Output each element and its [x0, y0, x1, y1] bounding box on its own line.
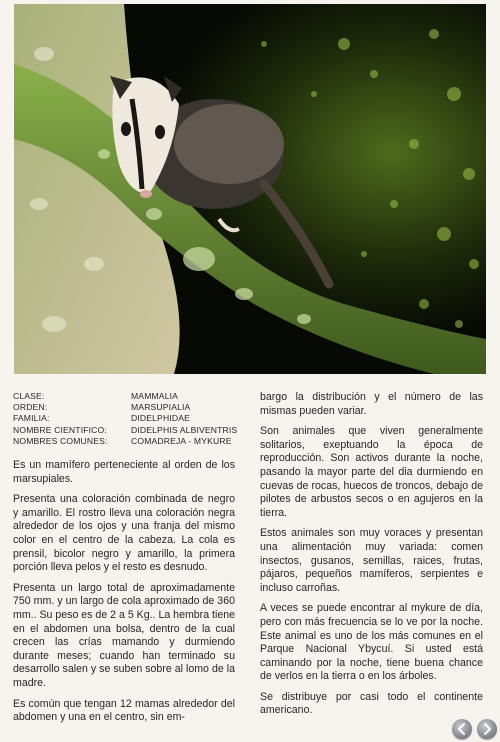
paragraph: Es común que tengan 12 mamas alrededor del abdomen y una en el centro, sin em- — [13, 697, 235, 724]
taxonomy-row-orden — [13, 402, 245, 413]
next-page-button[interactable] — [477, 719, 497, 739]
taxonomy-value: MAMMALIA — [131, 391, 179, 401]
paragraph: A veces se puede encontrar al mykure de día, pero con más frecuencia se lo ve por la noche. Este animal es uno de los más comunes en el Parque Nacional Ybycuí. Si usted está caminando por la noche, tiene buena chance de verlos en la tierra o en los árboles. — [260, 602, 483, 683]
paragraph: bargo la distribución y el número de las mismas pueden variar. — [260, 391, 483, 417]
taxonomy-label: NOMBRE CIENTIFICO: — [13, 424, 107, 435]
taxonomy-value: DIDELPHIDAE — [131, 413, 190, 424]
taxonomy-value: MARSUPIALIA — [131, 402, 191, 413]
taxonomy-row-nombre-cientifico — [13, 425, 245, 436]
arrow-left-icon — [452, 719, 472, 739]
taxonomy-label: FAMILIA: — [13, 413, 50, 424]
prev-page-button[interactable] — [452, 719, 472, 739]
left-text-column — [13, 459, 235, 732]
taxonomy-label: ORDEN: — [13, 402, 48, 413]
taxonomy-value: COMADREJA - MYKURE — [131, 435, 232, 446]
taxonomy-label: NOMBRES COMUNES: — [13, 435, 108, 446]
paragraph: Estos animales son muy voraces y presentan una alimentación muy variada: comen insectos, gusanos, semillas, raices, frutas, pájaros, pequeños mamíferos, serpientes e incluso carroñas. — [260, 527, 483, 594]
taxonomy-label: CLASE: — [13, 391, 45, 401]
paragraph: Presenta una coloración combinada de negro y amarillo. El rostro lleva una coloración negra alrededor de los ojos y una franja del mismo color en el centro de la cabeza. La cola es prensil, bicolor negro y amarillo, la primera porción lleva pelos y el resto es desnudo. — [13, 493, 235, 574]
paragraph: Son animales que viven generalmente solitarios, exeptuando la época de reproducción. Son activos durante la noche, pasando la mayor parte del dia durmiendo en cuevas de rocas, huecos de troncos, debajo de pilotes de arbustos secos o en agujeros en la tierra. — [260, 425, 483, 519]
arrow-right-icon — [477, 719, 497, 739]
opossum-photo — [14, 4, 486, 374]
taxonomy-row-clase — [13, 391, 245, 402]
paragraph: Presenta un largo total de aproximadamente 750 mm. y un largo de cola aproximado de 360 mm.. Su peso es de 2 a 5 Kg.. La hembra tiene en el abdomen una bolsa, dentro de la cual crecen las crías mamando y durmiendo durante meses; cuando han terminado su desarrollo salen y se suben sobre al lomo de la madre. — [13, 581, 236, 689]
right-text-column — [260, 391, 483, 725]
paragraph: Es un mamífero perteneciente al orden de los marsupiales. — [13, 459, 235, 485]
paragraph: Se distribuye por casi todo el continente americano. — [260, 690, 483, 717]
taxonomy-value: DIDELPHIS ALBIVENTRIS — [131, 424, 238, 435]
taxonomy-row-familia — [13, 413, 245, 424]
taxonomy-table — [13, 391, 245, 447]
opossum-illustration — [14, 4, 486, 374]
taxonomy-row-nombres-comunes — [13, 436, 245, 447]
